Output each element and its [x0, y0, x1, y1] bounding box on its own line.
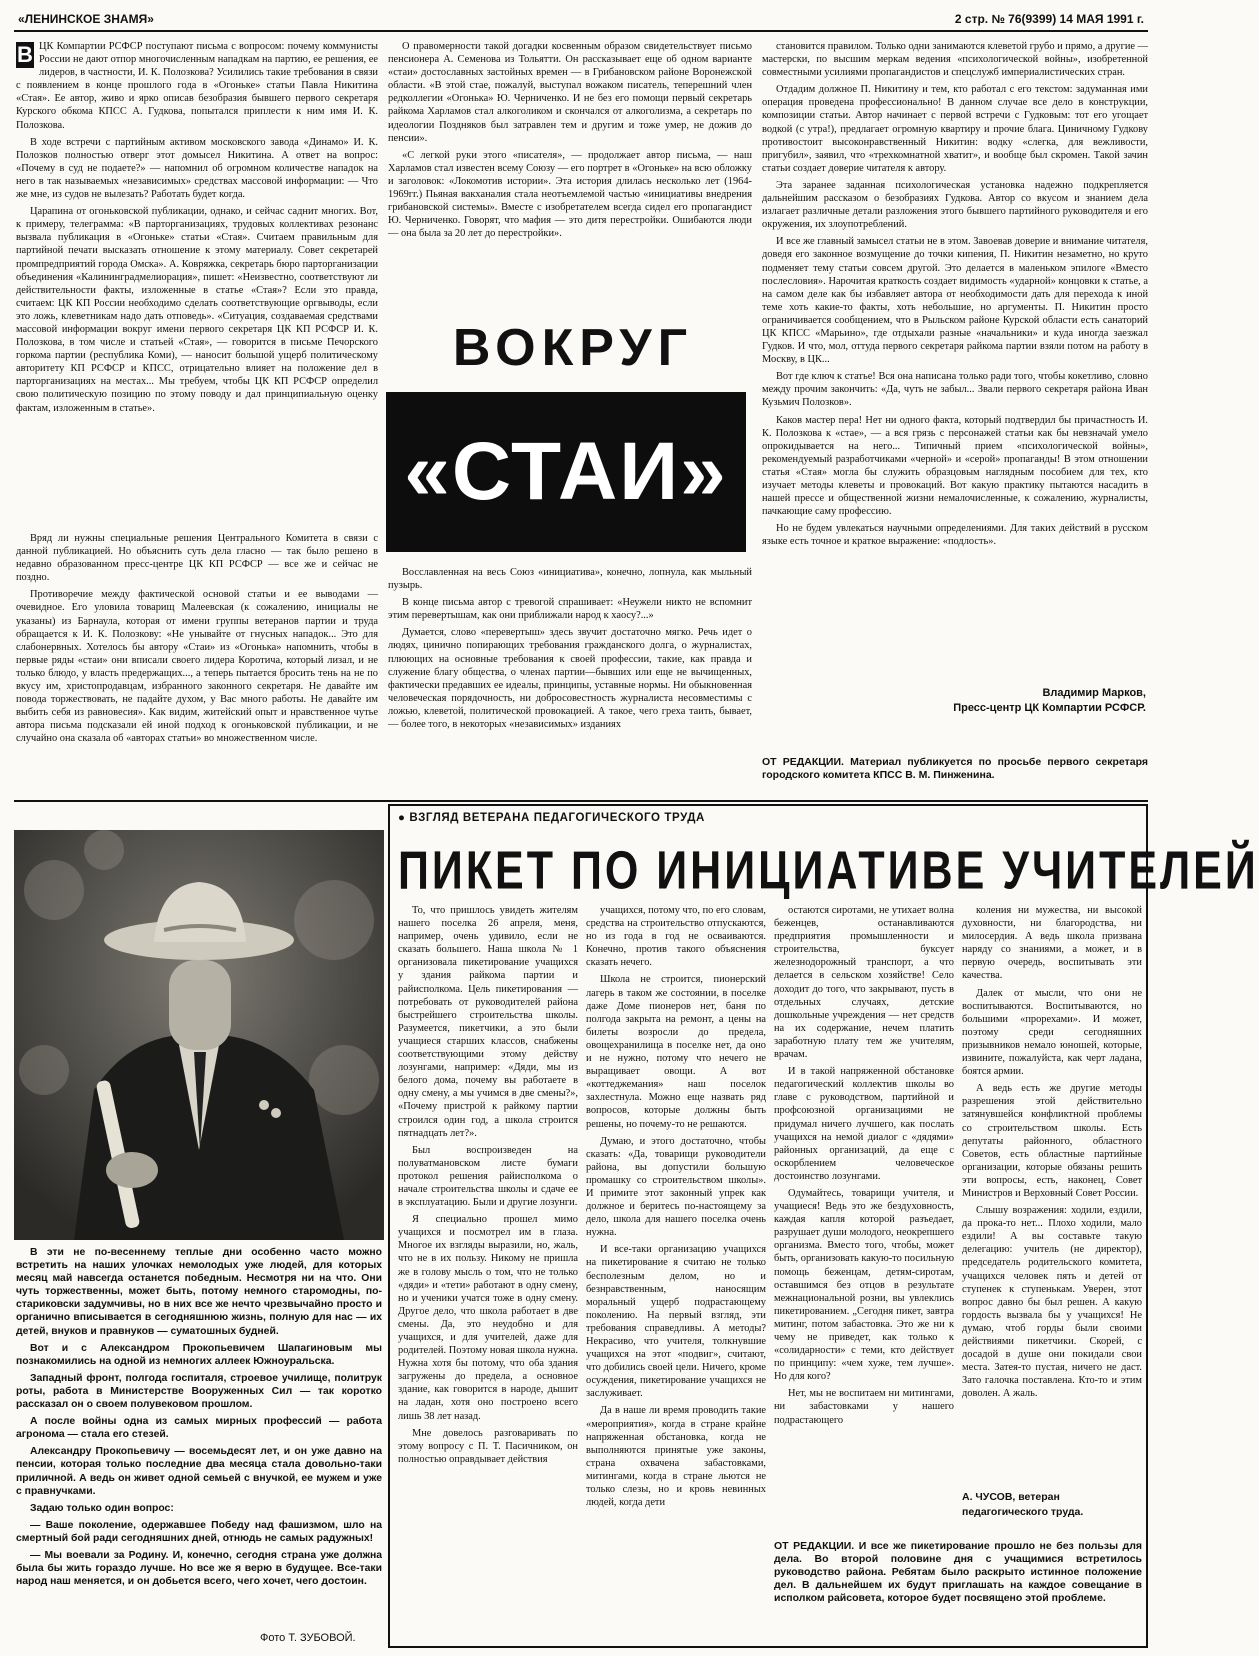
article1-col2-text: [388, 40, 752, 240]
paragraph: В конце письма автор с тревогой спрашивает: «Неужели никто не вспомнит этим перевертышам, как они приближали народ к хаосу?...»: [388, 597, 752, 622]
divider: [14, 800, 1148, 802]
photo-credit: Фото Т. ЗУБОВОЙ.: [260, 1632, 356, 1644]
article1-col2b-text: [388, 566, 752, 731]
article1-col1-text: [16, 40, 378, 415]
paragraph: Царапина от огоньковской публикации, однако, и сейчас саднит многих. Вот, к примеру, телеграмма: «В парторганизациях, трудовых коллективах резонанс вызвала публикация в «Огоньке» статьи «Стая». Считаем правильным для партийной печати высказать отношение к этому материалу. Совет секретарей промпредприятий города Омска». А. Ковряжка, секретарь бюро парторганизации объединения «Калининградмелиорация», пишет: «Неизвестно, соответствуют ли действительности факты, изложенные в статье «Стая»? Если это правда, считаем: ЦК КП России необходимо сделать соответствующие оргвыводы, если это ложь, клеветникам надо дать отповедь». «Ситуация, создаваемая средствами массовой информации вокруг имени первого секретаря ЦК КП РСФСР И. К. Полозкова, в том числе и статьей «Стая», — говорится в письме Печорского горкома партии (республика Коми), — наносит большой ущерб политическому авторитету КП РСФСР и КПСС, отрицательно влияет на положение дел в парторганизациях на местах... Мы требуем, чтобы ЦК КП РСФСР определил свою политическую позицию по этому поводу и дал принципиальную оценку фактам, изложенным в статье».: [16, 206, 378, 414]
paragraph: И в такой напряженной обстановке педагогический коллектив школы во главе с руководством, партийной и профсоюзной организациями не придумал ничего лучшего, как послать учащихся на немой диалог с «дядями» районных организаций, да еще с оскорблением человеческое достоинство лозунгами.: [774, 1066, 954, 1182]
paragraph: О правомерности такой догадки косвенным образом свидетельствует письмо пенсионера А. Семенова из Тольятти. Он рассказывает еще об одном варианте «стаи» достославных застойных времен — в Грибановском районе Воронежской области. «В этой стае, пожалуй, выступал вожаком писатель, теперешний член редколлегии «Огонька» Ю. Черниченко. И не без его помощи первый секретарь райкома Харламов стал алкоголиком и скончался от алкоголизма, а секретарь по идеологии Поздняков был затравлен тем и другим и тоже умер, не дожив до пенсии».: [388, 41, 752, 144]
paragraph: Но не будем увлекаться научными определениями. Для таких действий в русском языке есть точное и краткое выражение: «подлость».: [762, 523, 1148, 548]
paragraph: ЦК Компартии РСФСР поступают письма с вопросом: почему коммунисты России не дают отпор многочисленным нападкам на партию, ее решения, ее лидеров, в частности, И. К. Полозкова? Усилились такие требования в связи с появлением в конце прошлого года в «Огоньке» статьи Павла Никитина «Стая». Ее автор, живо и ярко описав безобразия бывшего первого секретаря Курского обкома КПСС А. Гудкова, попытался приплести к ним имя И. К. Полозкова.: [16, 41, 378, 131]
paragraph: Далек от мысли, что они не воспитываются. Воспитываются, но большими «прорехами». И может, поэтому среди сегодняшних призывников немало юношей, которые, извините, пожалуйста, как черт ладана, боятся армии.: [962, 987, 1142, 1078]
article2-headline: ПИКЕТ ПО ИНИЦИАТИВЕ УЧИТЕЛЕЙ: [398, 841, 1259, 901]
article1-column-2: [388, 40, 752, 304]
paragraph: То, что пришлось увидеть жителям нашего поселка 26 апреля, меня, например, очень удивило, если не сказать большего. Наша школа № 1 организовала пикетирование учащихся у здания райкома партии и райисполкома. Цель пикетирования — потребовать от руководителей района быстрейшего строительства школы. Разумеется, пикетчики, а это были учащиеся старших классов, снабжены соответствующими этому действу лозунгами, например: «Дяди, мы из белого дома, почему вы работаете в одну смену, а мы учимся в две смены?», «Почему пристрой к райкому партии строился один год, а школа строится пятнадцать лет?».: [398, 905, 578, 1139]
headline-stai: «СТАИ»: [386, 392, 746, 552]
paragraph: Каков мастер пера! Нет ни одного факта, который подтвердил бы причастность И. К. Полозкова к «стае», — а вся грязь с персонажей статьи как бы невзначай умело опрокидывается на него... Типичный прием «психологической войны», рекомендуемый разработчиками «черной» и «серой» пропаганды! В этом отношении статья «Стая» могла бы служить образцовым наглядным пособием для тех, кто изучает методы клеветы и провокаций. Вот какую практику пытаются насадить в нашей прессе и общественной жизни немалочисленные, к сожалению, журналисты, пачкающие саму профессию.: [762, 414, 1148, 518]
photo-story: [16, 1246, 382, 1630]
paragraph: И все-таки организацию учащихся на пикетирование я считаю не только бесполезным делом, но и безнравственным, наносящим моральный ущерб подрастающему поколению. На первый взгляд, эти требования справедливы. А методы? Некрасиво, что учителя, толкнувшие учащихся на этот «подвиг», считают, что добились своей цели. Ничего, кроме осуждения, пикетирование учащихся не заслуживает.: [586, 1244, 766, 1400]
paragraph: Вот где ключ к статье! Вся она написана только ради того, чтобы кокетливо, словно между прочим закончить: «Да, чуть не забыл... Звали первого секретаря района Иван Кузьмич Полозков».: [762, 371, 1148, 409]
paragraph: Да в наше ли время проводить такие «мероприятия», когда в стране крайне напряженная обстановка, когда не выполняются принятые уже законы, страна охвачена забастовками, митингами, когда в стране льются не только слезы, но и кровь невинных людей, когда дети: [586, 1405, 766, 1509]
paragraph: Восславленная на весь Союз «инициатива», конечно, лопнула, как мыльный пузырь.: [388, 567, 752, 592]
article2-col4-text: [962, 904, 1142, 1400]
article1-column-1: [16, 40, 378, 480]
article2-editor-note-text: ОТ РЕДАКЦИИ. И все же пикетирование прошло не без пользы для дела. Во второй половине дня с учащимися встретилось руководство района. Ребятам было раскрыто истинное положение дел. В дальнейшем их будут приглашать на каждое совещание в исполком райсовета, которое будет посвящено этой проблеме.: [774, 1540, 1142, 1605]
author-name: Владимир Марков,: [1042, 687, 1146, 699]
article2-signature: А. ЧУСОВ, ветеран педагогического труда.: [962, 1491, 1084, 1518]
paragraph: Вряд ли нужны специальные решения Центрального Комитета в связи с данной публикацией. Но объяснить суть дела гласно — так было решено в недавно образованном пресс-центре ЦК КП РСФСР — все же и сейчас не поздно.: [16, 533, 378, 584]
article2-editor-note: [774, 1540, 1142, 1640]
author-org: Пресс-центр ЦК Компартии РСФСР.: [953, 702, 1146, 714]
paragraph: Думаю, и этого достаточно, чтобы сказать: «Да, товарищи руководители района, вы допустили большую промашку со строительством школы». И примите этот законный упрек как должное и беритесь по-настоящему за дело, школа для нашего поселка очень нужна.: [586, 1135, 766, 1239]
paragraph: Был воспроизведен на полуватмановском листе бумаги протокол решения райисполкома о начале строительства школы и сдаче ее в эксплуатацию. Были и другие лозунги.: [398, 1144, 578, 1209]
newspaper-name: «ЛЕНИНСКОЕ ЗНАМЯ»: [18, 12, 154, 26]
article1-col3-text: [762, 40, 1148, 548]
veteran-photo: [14, 830, 384, 1240]
paragraph: Нет, мы не воспитаем ни митингами, ни забастовками у нашего подрастающего: [774, 1388, 954, 1426]
paragraph: А после войны одна из самых мирных профессий — работа агронома — стала его стезей.: [16, 1416, 382, 1441]
issue-info: 2 стр. № 76(9399) 14 МАЯ 1991 г.: [954, 12, 1144, 26]
paragraph: учащихся, потому что, по его словам, средства на строительство отпускаются, но из года в год не осваиваются. Конечно, против такого объяснения сказать нечего.: [586, 905, 766, 969]
article2-col1-text: [398, 904, 578, 1466]
paragraph: Школа не строится, пионерский лагерь в таком же состоянии, в поселке даже Доме пионеров нет, баня по полгода закрыта на ремонт, а цены на билеты возросли до предела, овощехранилища в поселке нет, да оно и не нужно, потому что нечего не выращивает овощи. А вот «коттеджемания» наш поселок захлестнула. Можно еще назвать ряд вопросов, которые должны быть решены, но почему-то не решаются.: [586, 974, 766, 1130]
article2-column-4: [962, 904, 1142, 1484]
paragraph: Задаю только один вопрос:: [30, 1502, 174, 1514]
paragraph: коления ни мужества, ни высокой духовности, ни благородства, ни милосердия. А ведь школа призвана наряду со знаниями, а может, и в первую очередь, воспитывать эти качества.: [962, 905, 1142, 982]
paragraph: Александру Прокопьевичу — восемьдесят лет, и он уже давно на пенсии, которая только последние два месяца стала довольно-таки приличной. А ведь он живет одной семьей с внучкой, ее мужем и уже с правнучками.: [16, 1446, 382, 1497]
article1-column-3: [762, 40, 1148, 680]
article2-column-2: [586, 904, 766, 1534]
paragraph: Слышу возражения: ходили, ездили, да прока-то нет... Плохо ходили, мало ездили! А вы составьте такую делегацию: учитель (не директор), председатель родительского комитета, учащихся человек пять и детей от ступенек к ступенькам. Уверен, этот вопрос давно бы был решен. А какую гордость вызвала бы у учащихся! Не думаю, чтоб горды были своими действиями пикетчики. Скорей, с досадой в душе они покидали свои места. Затея-то пустая, ничего не даст. Зато галочка поставлена. Кто-то и этим доволен. А жаль.: [962, 1205, 1142, 1400]
paragraph: Вот и с Александром Прокопьевичем Шапагиновым мы познакомились на одной из немногих аллеек Южноуральска.: [16, 1342, 382, 1367]
paragraph: Эта заранее заданная психологическая установка надежно подкрепляется дальнейшим рассказом о безобразиях Гудкова. Автор со вкусом и знанием дела излагает различные детали разложения этого бывшего партийного руководителя и его окружения, их злоупотреблений.: [762, 179, 1148, 231]
paragraph: В эти не по-весеннему теплые дни особенно часто можно встретить на наших улочках немолодых уже людей, для которых месяц май навсегда останется победным. Несмотря ни на что. Они чуть торжественны, может быть, потому немного старомодны, по-стариковски задумчивы, но в них все же нечто чрезвычайно просто и органично вписывается в сегодняшнюю жизнь, полную для нас — их детей, внуков и правнуков — суматошных будней.: [16, 1247, 382, 1337]
paragraph: Западный фронт, полгода госпиталя, строевое училище, политрук роты, работа в Министерстве Вооруженных Сил — так коротко рассказал он о своем полувековом прошлом.: [16, 1372, 382, 1411]
paragraph: — Ваше поколение, одержавшее Победу над фашизмом, шло на смертный бой ради сегодняшних дней, отнюдь не самых радужных!: [16, 1519, 382, 1544]
editor-note-text: ОТ РЕДАКЦИИ. Материал публикуется по просьбе первого секретаря городского комитета КПСС В. М. Пинженина.: [762, 756, 1148, 782]
paragraph: «С легкой руки этого «писателя», — продолжает автор письма, — наш Харламов стал известен всему Союзу — его портрет в «Огоньке» на всю обложку и заголовок: «Локомотив истории». Эта история длилась несколько лет (1964-1969гг.) Пьяная вакханалия стала неотъемлемой частью «инициативы внедрения грибановской системы». Вместе с изобретателем всегда сидел его пропагандист Ю. Черниченко. Говорят, что мафия — это дитя перестройки. Ошибаются люди — она была за 20 лет до перестройки».: [388, 149, 752, 240]
paragraph: И все же главный замысел статьи не в этом. Завоевав доверие и вниманиe читателя, доведя его законное возмущение до точки кипения, П. Никитин незаметно, но круто подменяет тему статьи совсем другой. Это делается в маленьком эпилоге «Вместо послесловия». Нарочитая краткость создает видимость «ударной» концовки к статье, а на самом деле как бы избавляет автора от необходимости дать для перехода к иной теме хоть какие-то факты, хоть небольшие, но аргументы. П. Никитин просто ограничивается сообщением, что в Рыльском районе Курской области есть санаторий ЦК КПСС «Марьино», где отдыхали разные «начальники» и куда иногда заезжал Гудков. И что, мол, оттуда первого секретаря райкома партии взяли потом на работу в Москву, в ЦК...: [762, 236, 1148, 366]
masthead: [14, 10, 1148, 32]
article1-column-1b: [16, 532, 378, 796]
paragraph: — Мы воевали за Родину. И, конечно, сегодня страна уже должна была бы жить гораздо лучше. Но все же я верю в будущее. Все-таки народ наш меняется, и он добьется всего, чего хочет, чего достоин.: [16, 1549, 382, 1588]
article2-kicker: ● ВЗГЛЯД ВЕТЕРАНА ПЕДАГОГИЧЕСКОГО ТРУДА: [398, 812, 705, 824]
article1-column-2b: [388, 566, 752, 794]
paragraph: Одумайтесь, товарищи учителя, и учащиеся! Ведь это же бездуховность, каждая капля которой разъедает, разрушает души молодого, неокрепшего организма. Вместо того, чтобы, может быть, организовать какую-то посильную помощь беженцам, детям-сиротам, оставшимся без отцов в результате межнациональной розни, вы увлеклись пикетированием. „Сегодня пикет, завтра митинг, потом забастовка. Это же ни к чему не приведет, как только к «солидарности» с теми, кто действует по принципу: «чем хуже, тем лучше». Но для кого?: [774, 1187, 955, 1383]
article1-col1b-text: [16, 532, 378, 746]
article1-editor-note: [762, 756, 1148, 792]
paragraph: остаются сиротами, не утихает волна беженцев, останавливаются предприятия промышленности и строительства, буксует железнодорожный транспорт, а что делается в сельском хозяйстве! Село доходит до того, что закрывают, пусть в отдельных случаях, детские дошкольные учреждения — нет средств на их содержание, нечем платить заработную плату тем же учителям, врачам.: [774, 905, 954, 1061]
paragraph: становится правилом. Только одни занимаются клеветой грубо и прямо, а другие — мастерски, по высшим меркам ведения «психологической войны», изобретенной совместными усилиями пропагандистов и спецслужб империалистических стран.: [762, 41, 1148, 79]
dropcap: В: [17, 42, 33, 67]
paragraph: Противоречие между фактической основой статьи и ее выводами — очевидное. Его уловила товарищ Малеевская (к сожалению, инициалы не указаны) из Барнаула, которая от имени группы ветеранов партии и труда обращается к И. К. Полозкову: «Не унывайте от гнусных нападок... Это для слабонервных. Хотелось бы автору «Стаи» из «Огонька» напомнить, чтобы в первые ряды «стаи» они вписали своего лидера Коротича, который лизал, и не только блюдо, у власть предержащих..., а теперь пытается бросить тень на не по вкусу им, христопродавцам, избранного законного секретаря. Не давайте им повода торжествовать, не падайте духом, у Вас много работы. Не давайте им выбить себя из равновесия». Как видим, житейский опыт и нравственное чутье автора письма подсказали ей иной подход к огоньковской публикации, и не случайно она сказала об «авторах статьи» во множественном числе.: [16, 589, 378, 745]
article2-col3-text: [774, 904, 954, 1427]
paragraph: А ведь есть же другие методы разрешения этой действительно затянувшейся конфликтной проблемы со строительством школы. Есть депутаты районного, областного Советов, есть областные партийные организации, которые обязаны решить эти вопросы, есть, наконец, Совет Министров и Верховный Совет России.: [962, 1083, 1142, 1199]
article2-column-3: [774, 904, 954, 1534]
paragraph: Отдадим должное П. Никитину и тем, кто работал с его текстом: задуманная ими операция проведена профессионально! В данном случае все дело в конструкции, композиции статьи. Автор начинает с первой встречи с Гудковым: тот его угощает водкой (с утра!), предлагает огромную квартиру и прочие блага. Циничному Гудкову противостоит высоконравственный Никитин: водку «слегка, для вежливости, пригубил», заявил, что «трехкомнатной хватит», и вообще был скромен. Такой зачин статьи создает доверие читателя к автору.: [762, 84, 1148, 174]
article1-signature: [762, 686, 1146, 716]
paragraph: В ходе встречи с партийным активом московского завода «Динамо» И. К. Полозков полностью отверг этот домысел Никитина. А ответ на вопрос: «Почему в суд не подаете?» — напомнил об огромном количестве нападок на него в так называемых «независимых» средствах массовой информации: — Что же мне, из судов не вылезать? Работать будет когда.: [16, 136, 378, 201]
paragraph: Мне довелось разговаривать по этому вопросу с П. Т. Пасичником, он полностью оправдывает действия: [398, 1427, 578, 1465]
photo-story-text: [16, 1246, 382, 1588]
article2-column-1: [398, 904, 578, 1534]
article2-col2-text: [586, 904, 766, 1509]
paragraph: Я специально прошел мимо учащихся и посмотрел им в глаза. Многое их взгляды выразили, но, жаль, что не в их пользу. Никому не пришла же в голову мысль о том, что не только «дяди» и «тети» работают в одну смену, но и ученики учатся тоже в одну смену. Другое дело, что школа работает в две смены. Да, это неудобно и для учащихся, и для учителей, даже для родителей. Поэтому новая школа нужна. Нужна хотя бы потому, что оба здания загружены до предела, а основное здание, как говорится в народе, дышит на ладан, хотя оно построено всего лишь 38 лет назад.: [398, 1214, 578, 1422]
paragraph: Думается, слово «перевертыш» здесь звучит достаточно мягко. Речь идет о людях, цинично попирающих требования гражданского долга, о журналистах, плюющих на основные требования к своей профессии, такие, как правда и служение благу общества, о членах партии—бывших или еще не вычищенных, фактически предавших ее идеалы, принципы, уставные нормы. Ни обыкновенная человеческая порядочность, ни добросовестность журналиста несовместимы с ложью, клеветой, политической провокацией. А такое, чего греха таить, бывает, — более того, в некоторых «независимых» изданиях: [388, 627, 752, 731]
headline-vokrug: ВОКРУГ: [452, 319, 694, 377]
